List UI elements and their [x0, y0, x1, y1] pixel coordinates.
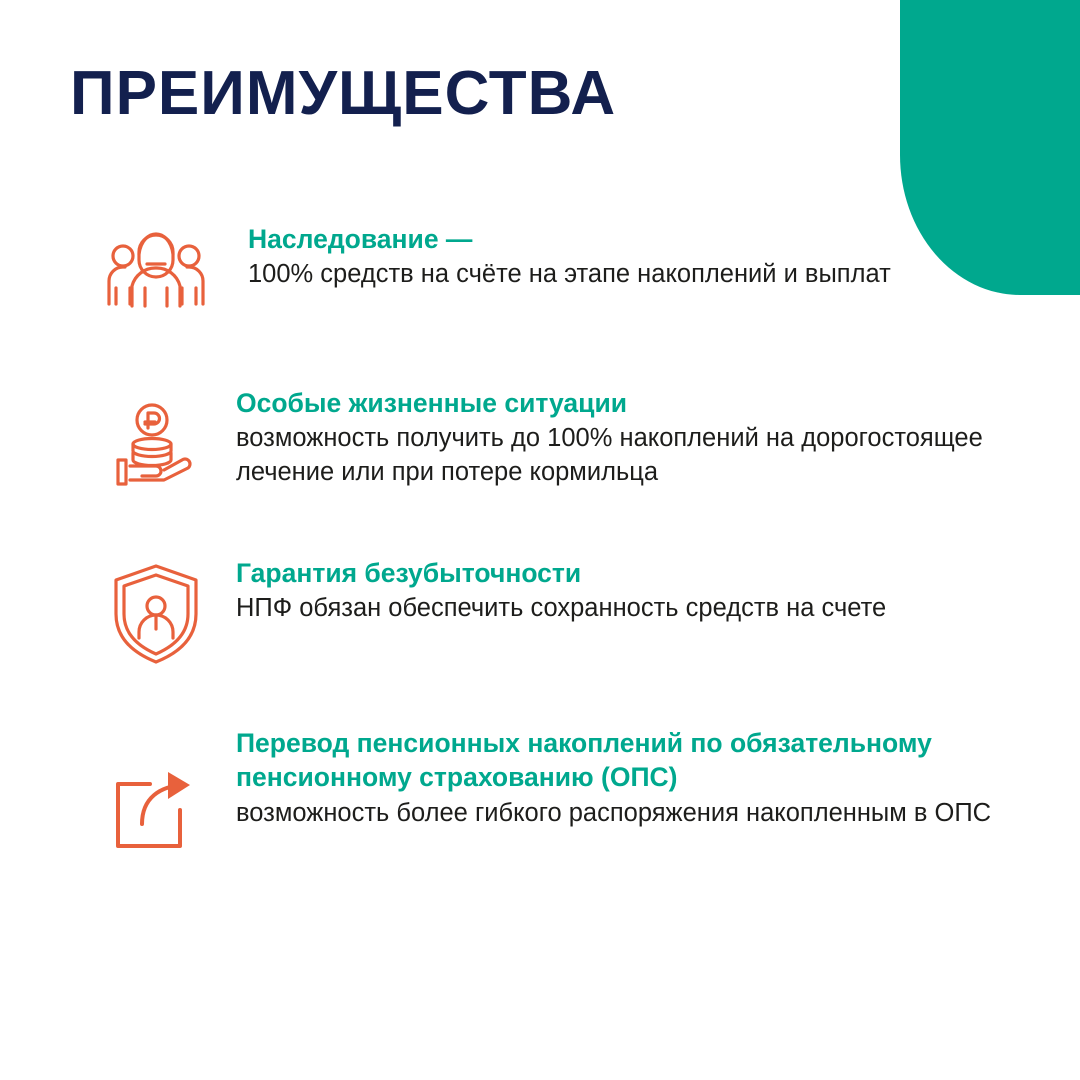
benefit-heading: Перевод пенсионных накоплений по обязательному пенсионному страхованию (ОПС) — [236, 728, 932, 793]
list-item — [76, 222, 1020, 312]
benefit-heading: Наследование — — [248, 224, 473, 254]
list-item — [76, 386, 1020, 498]
benefit-heading: Особые жизненные ситуации — [236, 388, 628, 418]
hand-with-coins-ruble-icon — [76, 386, 236, 498]
benefit-text — [236, 726, 1020, 831]
benefit-body: НПФ обязан обеспечить сохранность средств на счете — [236, 594, 887, 623]
shield-person-icon — [76, 556, 236, 666]
page-title: ПРЕИМУЩЕСТВА — [70, 59, 617, 128]
benefit-body: возможность получить до 100% накоплений на дорогостоящее лечение или при потере кормильца — [236, 424, 983, 487]
benefit-body: возможность более гибкого распоряжения накопленным в ОПС — [236, 798, 992, 827]
benefit-heading: Гарантия безубыточности — [236, 558, 582, 588]
benefit-text — [236, 556, 1020, 626]
transfer-arrow-icon — [76, 726, 236, 854]
benefits-list — [76, 222, 1020, 900]
benefit-text — [236, 222, 1020, 292]
list-item — [76, 726, 1020, 854]
benefit-text — [236, 386, 1020, 490]
family-icon — [76, 222, 236, 312]
benefit-body: 100% средств на счёте на этапе накоплений и выплат — [248, 260, 891, 289]
list-item — [76, 556, 1020, 666]
